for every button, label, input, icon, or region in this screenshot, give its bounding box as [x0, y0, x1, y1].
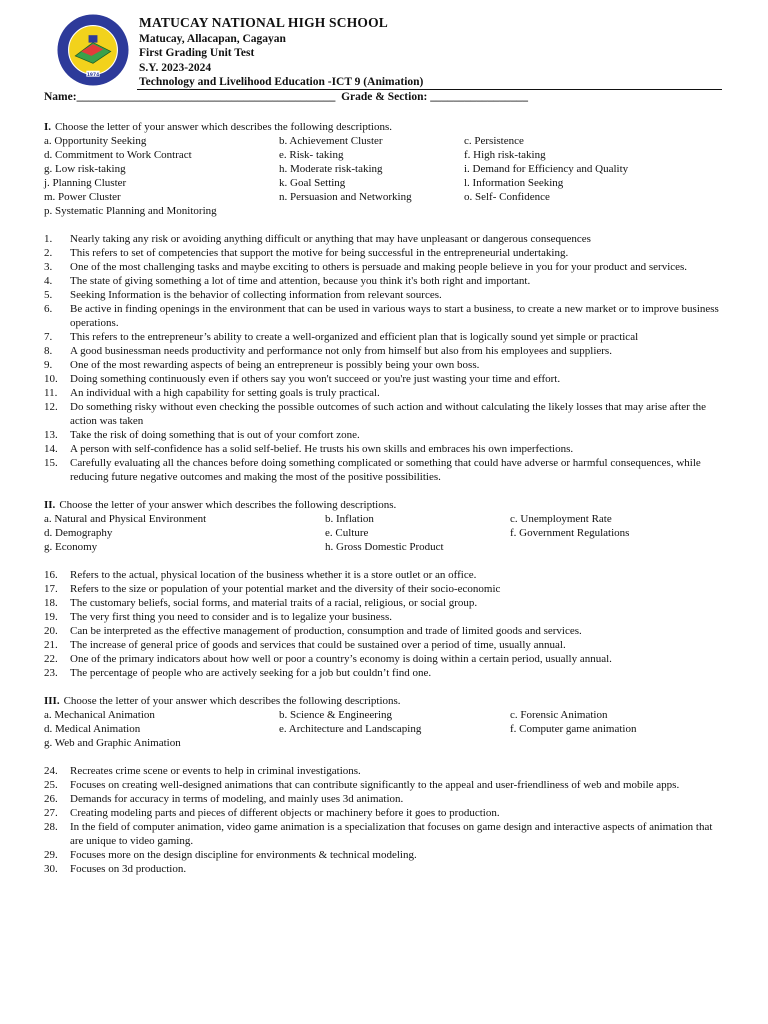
question-item: 13. Take the risk of doing something that is out of your comfort zone. — [44, 429, 360, 441]
choice: d. Commitment to Work Contract — [44, 149, 192, 161]
question-item: 28. In the field of computer animation, video game animation is a specialization that focuses on game design and interactive aspects of animation that are unique to video gaming. — [44, 821, 713, 847]
choice: e. Risk- taking — [279, 149, 344, 161]
section1-choices — [44, 134, 720, 218]
question-item: 23. The percentage of people who are actively seeking for a job but couldn’t find one. — [44, 667, 432, 679]
question-item: 10. Doing something continuously even if others say you won't succeed or you're just wasting your time and effort. — [44, 373, 561, 385]
choice: f. Government Regulations — [510, 527, 630, 539]
question-item: 20. Can be interpreted as the effective management of production, consumption and trade of limited goods and services. — [44, 625, 582, 637]
school-year: S.Y. 2023-2024 — [139, 61, 212, 74]
choice: f. Computer game animation — [510, 723, 637, 735]
grade-blank[interactable]: _________________ — [430, 91, 528, 103]
choice: c. Persistence — [464, 135, 524, 147]
school-address: Matucay, Allacapan, Cagayan — [139, 32, 286, 45]
seal-year: 1974 — [86, 72, 100, 78]
choice: p. Systematic Planning and Monitoring — [44, 205, 217, 217]
section2-questions — [44, 568, 720, 680]
choice: d. Medical Animation — [44, 723, 141, 735]
choice: i. Demand for Efficiency and Quality — [464, 163, 629, 175]
choice: a. Mechanical Animation — [44, 709, 155, 721]
grade-label: Grade & Section: — [341, 91, 428, 103]
choice: d. Demography — [44, 527, 113, 539]
choice: b. Science & Engineering — [279, 709, 393, 721]
exam-title: First Grading Unit Test — [139, 47, 255, 60]
question-item: 29. Focuses more on the design discipline for environments & technical modeling. — [44, 849, 417, 861]
section2-choices — [44, 512, 720, 554]
question-item: 24. Recreates crime scene or events to help in criminal investigations. — [44, 765, 361, 777]
question-item: 6. Be active in finding openings in the environment that can be used in various ways to start a business, to create a new market or to improve business operations. — [44, 303, 719, 329]
choice: j. Planning Cluster — [44, 177, 127, 189]
section3-choices — [44, 708, 720, 750]
question-item: 19. The very first thing you need to consider and is to legalize your business. — [44, 611, 392, 623]
choice: e. Culture — [325, 527, 369, 539]
choice: a. Opportunity Seeking — [44, 135, 147, 147]
question-item: 11. An individual with a high capability for setting goals is truly practical. — [44, 387, 380, 399]
choice: a. Natural and Physical Environment — [44, 513, 207, 525]
section3-questions — [44, 764, 720, 876]
question-item: 4. The state of giving something a lot of time and attention, because you think it's both right and important. — [44, 275, 531, 287]
choice: b. Achievement Cluster — [279, 135, 383, 147]
question-item: 8. A good businessman needs productivity and performance not only from himself but also from his employees and suppliers. — [44, 345, 612, 357]
choice: f. High risk-taking — [464, 149, 546, 161]
school-seal-logo — [56, 13, 130, 87]
section1-questions — [44, 232, 720, 484]
question-item: 21. The increase of general price of goods and services that could be sustained over a period of time, usually annual. — [44, 639, 566, 651]
section2-heading — [44, 498, 720, 512]
choice: o. Self- Confidence — [464, 191, 550, 203]
question-item: 14. A person with self-confidence has a solid self-belief. He trusts his own skills and embraces his own imperfections. — [44, 443, 574, 455]
subject-title: Technology and Livelihood Education -ICT 9 (Animation) — [139, 76, 424, 88]
name-label: Name: — [44, 91, 77, 103]
question-item: 22. One of the primary indicators about how well or poor a country’s economy is doing within a certain period, usually annual. — [44, 653, 612, 665]
question-item: 25. Focuses on creating well-designed animations that can contribute significantly to the appeal and user-friendliness of web and mobile apps. — [44, 779, 680, 791]
choice: h. Gross Domestic Product — [325, 541, 444, 553]
section2-numeral: II. — [44, 499, 56, 511]
test-content — [44, 120, 720, 876]
section2-instruction: Choose the letter of your answer which describes the following descriptions. — [59, 499, 397, 511]
question-item: 30. Focuses on 3d production. — [44, 863, 187, 875]
question-item: 7. This refers to the entrepreneur’s ability to create a well-organized and efficient plan that is logically sound yet simple or practical — [44, 331, 639, 343]
choice: g. Web and Graphic Animation — [44, 737, 181, 749]
question-item: 12. Do something risky without even checking the possible outcomes of such action and without calculating the likely losses that may arise after the action was taken — [44, 401, 707, 427]
section1-heading — [44, 120, 720, 134]
choice: k. Goal Setting — [279, 177, 346, 189]
choice: g. Low risk-taking — [44, 163, 126, 175]
choice: c. Unemployment Rate — [510, 513, 612, 525]
school-name: MATUCAY NATIONAL HIGH SCHOOL — [139, 15, 389, 30]
question-item: 27. Creating modeling parts and pieces of different objects or machinery before it goes to production. — [44, 807, 500, 819]
choice: m. Power Cluster — [44, 191, 121, 203]
question-item: 15. Carefully evaluating all the chances before doing something complicated or something that could have adverse or harmful consequences, while reducing future negative outcomes and making the most of the positive possibilities. — [44, 457, 701, 483]
choice: l. Information Seeking — [464, 177, 564, 189]
question-item: 5. Seeking Information is the behavior of collecting information from relevant sources. — [44, 289, 442, 301]
section3-numeral: III. — [44, 695, 60, 707]
choice: e. Architecture and Landscaping — [279, 723, 422, 735]
question-item: 2. This refers to set of competencies that support the motive for being successful in the entrepreneurial undertaking. — [44, 247, 569, 259]
choice: b. Inflation — [325, 513, 374, 525]
section1-instruction: Choose the letter of your answer which describes the following descriptions. — [55, 121, 392, 133]
name-grade-row — [44, 91, 724, 103]
header-divider — [137, 89, 722, 90]
question-item: 3. One of the most challenging tasks and maybe exciting to others is persuade and making people believe in you for your product and services. — [44, 261, 688, 273]
question-item: 17. Refers to the size or population of your potential market and the diversity of their socio-economic — [44, 583, 501, 595]
name-blank[interactable]: _____________________________________________ — [76, 91, 336, 103]
question-item: 9. One of the most rewarding aspects of being an entrepreneur is possibly being your own boss. — [44, 359, 480, 371]
question-item: 18. The customary beliefs, social forms, and material traits of a racial, religious, or social group. — [44, 597, 478, 609]
section1-numeral: I. — [44, 121, 52, 133]
choice: n. Persuasion and Networking — [279, 191, 412, 203]
choice: h. Moderate risk-taking — [279, 163, 383, 175]
header-block — [139, 15, 423, 89]
choice: c. Forensic Animation — [510, 709, 608, 721]
section3-heading — [44, 694, 720, 708]
choice: g. Economy — [44, 541, 98, 553]
question-item: 1. Nearly taking any risk or avoiding anything difficult or anything that may have unpleasant or dangerous consequences — [44, 233, 591, 245]
question-item: 16. Refers to the actual, physical location of the business whether it is a store outlet or an office. — [44, 569, 477, 581]
section3-instruction: Choose the letter of your answer which describes the following descriptions. — [63, 695, 401, 707]
question-item: 26. Demands for accuracy in terms of modeling, and mainly uses 3d animation. — [44, 793, 404, 805]
